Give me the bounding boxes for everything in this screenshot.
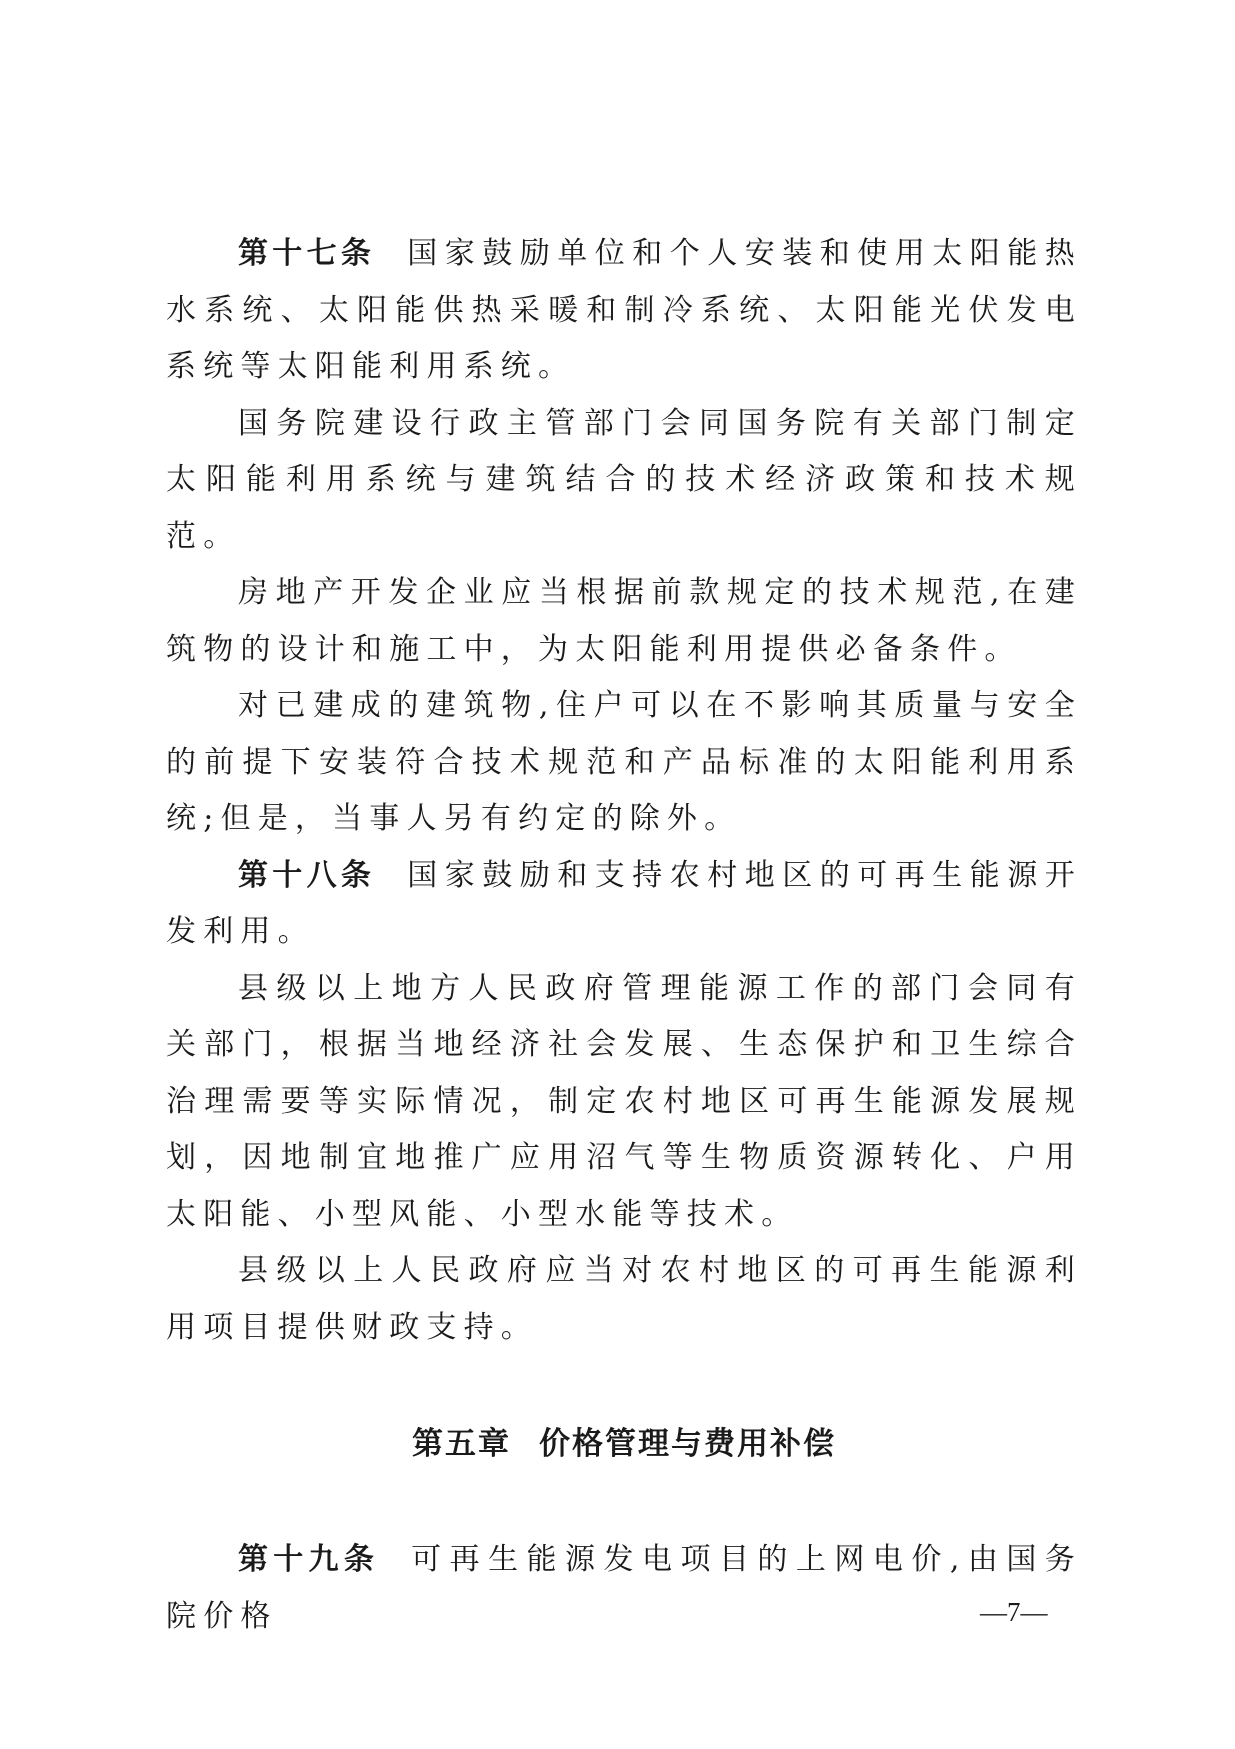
document-body (166, 226, 1082, 1645)
paragraph-text: 房地产开发企业应当根据前款规定的技术规范,在建筑物的设计和施工中，为太阳能利用提供必备条件。 (166, 575, 1082, 667)
chapter-number: 第五章 (412, 1426, 511, 1462)
article-label: 第十九条 (238, 1542, 380, 1577)
paragraph-text: 国家鼓励和支持农村地区的可再生能源开发利用。 (166, 857, 1082, 949)
page-number: —7— (980, 1597, 1048, 1627)
article-19-paragraph (166, 1532, 1082, 1645)
paragraph-text: 县级以上人民政府应当对农村地区的可再生能源利用项目提供财政支持。 (166, 1253, 1082, 1345)
body-paragraph (166, 1243, 1082, 1356)
chapter-title: 价格管理与费用补偿 (539, 1426, 836, 1462)
article-18-paragraph (166, 848, 1082, 961)
paragraph-text: 国务院建设行政主管部门会同国务院有关部门制定太阳能利用系统与建筑结合的技术经济政策和技术规范。 (166, 405, 1082, 554)
body-paragraph (166, 565, 1082, 678)
body-paragraph (166, 678, 1082, 848)
paragraph-text: 国家鼓励单位和个人安装和使用太阳能热水系统、太阳能供热采暖和制冷系统、太阳能光伏发电系统等太阳能利用系统。 (166, 236, 1082, 384)
chapter-heading (166, 1416, 1082, 1472)
paragraph-text: 可再生能源发电项目的上网电价,由国务院价格 (166, 1542, 1083, 1634)
article-17-paragraph (166, 226, 1082, 396)
paragraph-text: 县级以上地方人民政府管理能源工作的部门会同有关部门，根据当地经济社会发展、生态保护和卫生综合治理需要等实际情况，制定农村地区可再生能源发展规划，因地制宜地推广应用沼气等生物质资源转化、户用太阳能、小型风能、小型水能等技术。 (166, 970, 1082, 1232)
body-paragraph (166, 396, 1082, 566)
paragraph-text: 对已建成的建筑物,住户可以在不影响其质量与安全的前提下安装符合技术规范和产品标准的太阳能利用系统;但是，当事人另有约定的除外。 (166, 688, 1082, 836)
article-label: 第十七条 (238, 236, 376, 271)
body-paragraph (166, 961, 1082, 1244)
article-label: 第十八条 (238, 857, 376, 893)
